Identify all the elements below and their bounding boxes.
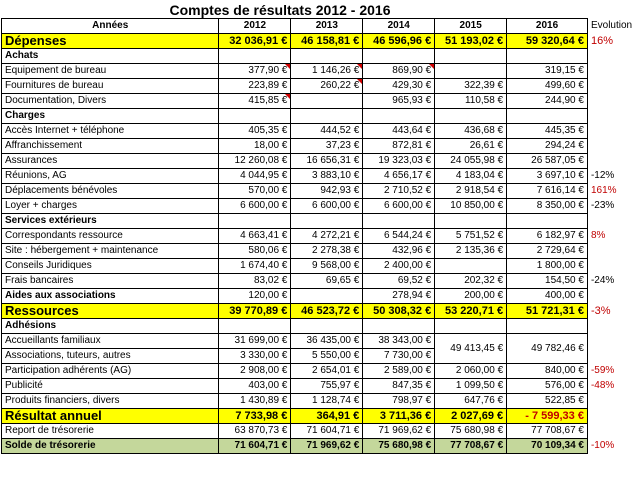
row-label[interactable]: Frais bancaires	[2, 274, 219, 289]
row-label[interactable]: Accès Internet + téléphone	[2, 124, 219, 139]
row-value[interactable]: 63 870,73 €	[219, 424, 291, 439]
ressources-2016[interactable]: 51 721,31 €	[507, 304, 588, 319]
row-value[interactable]: 2 918,54 €	[435, 184, 507, 199]
sheet-title: Comptes de résultats 2012 - 2016	[169, 2, 391, 18]
row-label[interactable]: Associations, tuteurs, autres	[2, 349, 219, 364]
row-value[interactable]: 2 908,00 €	[219, 364, 291, 379]
resultat-2012[interactable]: 7 733,98 €	[219, 409, 291, 424]
row-label[interactable]: Assurances	[2, 154, 219, 169]
row-value[interactable]: 647,76 €	[435, 394, 507, 409]
ressources-2012[interactable]: 39 770,89 €	[219, 304, 291, 319]
row-value[interactable]: 38 343,00 €	[363, 334, 435, 349]
services-section-row	[2, 214, 640, 229]
row-evolution[interactable]: -12%	[590, 170, 615, 181]
row-value[interactable]: 322,39 €	[435, 79, 507, 94]
row-value[interactable]: 19 323,03 €	[363, 154, 435, 169]
row-value[interactable]: 2 589,00 €	[363, 364, 435, 379]
row-value[interactable]: 24 055,98 €	[435, 154, 507, 169]
achats-row-2	[2, 94, 640, 109]
resultat-2015[interactable]: 2 027,69 €	[435, 409, 507, 424]
charges-row-0	[2, 124, 640, 139]
depenses-evolution[interactable]: 16%	[590, 35, 613, 47]
produits-label[interactable]: Produits financiers, divers	[2, 394, 219, 409]
row-value[interactable]: 580,06 €	[219, 244, 291, 259]
row-value[interactable]: 18,00 €	[219, 139, 291, 154]
row-value[interactable]: 7 730,00 €	[363, 349, 435, 364]
aides-row	[2, 289, 640, 304]
row-value[interactable]: 71 969,62 €	[363, 424, 435, 439]
row-value[interactable]: 69,52 €	[363, 274, 435, 289]
resultat-2013[interactable]: 364,91 €	[291, 409, 363, 424]
participation-evolution[interactable]: -59%	[590, 365, 615, 376]
publicite-evolution[interactable]: -48%	[590, 380, 615, 391]
row-value[interactable]: 120,00 €	[219, 289, 291, 304]
aides-label[interactable]: Aides aux associations	[2, 289, 219, 304]
row-label[interactable]: Affranchissement	[2, 139, 219, 154]
depenses-2013[interactable]: 46 158,81 €	[291, 34, 363, 49]
row-value[interactable]: 9 568,00 €	[291, 259, 363, 274]
row-value[interactable]: 4 656,17 €	[363, 169, 435, 184]
row-value[interactable]: 3 330,00 €	[219, 349, 291, 364]
ressources-evolution[interactable]: -3%	[590, 305, 611, 317]
header-2014[interactable]: 2014	[363, 19, 435, 34]
row-value[interactable]: 2 278,38 €	[291, 244, 363, 259]
adhesions-section-row	[2, 319, 640, 334]
row-value[interactable]: 4 272,21 €	[291, 229, 363, 244]
row-value[interactable]: 755,97 €	[291, 379, 363, 394]
row-value[interactable]: 942,93 €	[291, 184, 363, 199]
charges-row-1	[2, 139, 640, 154]
row-value[interactable]	[291, 289, 363, 304]
row-value[interactable]: 965,93 €	[363, 94, 435, 109]
row-value[interactable]: 244,90 €	[507, 94, 588, 109]
row-value[interactable]: 6 600,00 €	[291, 199, 363, 214]
produits-row	[2, 394, 640, 409]
row-label[interactable]: Fournitures de bureau	[2, 79, 219, 94]
row-value[interactable]: 1 146,26 €	[291, 64, 363, 79]
resultat-2016[interactable]: - 7 599,33 €	[507, 409, 588, 424]
solde-label[interactable]: Solde de trésorerie	[2, 439, 219, 454]
solde-evolution[interactable]: -10%	[590, 440, 615, 451]
row-value[interactable]: 429,30 €	[363, 79, 435, 94]
solde-row	[2, 439, 640, 454]
adhesions-section-label[interactable]: Adhésions	[2, 319, 219, 334]
row-value[interactable]: 1 128,74 €	[291, 394, 363, 409]
ressources-2013[interactable]: 46 523,72 €	[291, 304, 363, 319]
row-value[interactable]: 570,00 €	[219, 184, 291, 199]
header-2015[interactable]: 2015	[435, 19, 507, 34]
row-value[interactable]: 154,50 €	[507, 274, 588, 289]
ressources-2015[interactable]: 53 220,71 €	[435, 304, 507, 319]
participation-label[interactable]: Participation adhérents (AG)	[2, 364, 219, 379]
depenses-2014[interactable]: 46 596,96 €	[363, 34, 435, 49]
charges-row-3	[2, 169, 640, 184]
row-value[interactable]: 445,35 €	[507, 124, 588, 139]
row-value[interactable]: 12 260,08 €	[219, 154, 291, 169]
row-value[interactable]: 400,00 €	[507, 289, 588, 304]
achats-section-row	[2, 49, 640, 64]
row-value[interactable]: 4 663,41 €	[219, 229, 291, 244]
row-value[interactable]	[435, 259, 507, 274]
depenses-row	[2, 34, 640, 49]
row-value[interactable]: 4 183,04 €	[435, 169, 507, 184]
row-value[interactable]: 16 656,31 €	[291, 154, 363, 169]
charges-row-2	[2, 154, 640, 169]
row-value[interactable]	[291, 94, 363, 109]
resultat-row	[2, 409, 640, 424]
row-value[interactable]: 31 699,00 €	[219, 334, 291, 349]
ressources-label[interactable]: Ressources	[2, 304, 219, 319]
row-value[interactable]: 499,60 €	[507, 79, 588, 94]
adhesions-accueillants-row	[2, 334, 640, 349]
services-section-label[interactable]: Services extérieurs	[2, 214, 219, 229]
row-value[interactable]: 37,23 €	[291, 139, 363, 154]
row-value[interactable]: 6 182,97 €	[507, 229, 588, 244]
row-value[interactable]: 260,22 €	[291, 79, 363, 94]
achats-section-label[interactable]: Achats	[2, 49, 219, 64]
row-value[interactable]: 576,00 €	[507, 379, 588, 394]
achats-row-0	[2, 64, 640, 79]
row-label[interactable]: Documentation, Divers	[2, 94, 219, 109]
row-label[interactable]: Conseils Juridiques	[2, 259, 219, 274]
row-value[interactable]: 1 674,40 €	[219, 259, 291, 274]
row-value[interactable]: 377,90 €	[219, 64, 291, 79]
charges-section-row	[2, 109, 640, 124]
solde-2014[interactable]: 75 680,98 €	[363, 439, 435, 454]
adhesions-merged-2015[interactable]: 49 413,45 €	[435, 334, 507, 364]
row-value[interactable]: 405,35 €	[219, 124, 291, 139]
ressources-row	[2, 304, 640, 319]
header-2016[interactable]: 2016	[507, 19, 588, 34]
row-value[interactable]: 5 751,52 €	[435, 229, 507, 244]
row-value[interactable]: 847,35 €	[363, 379, 435, 394]
row-evolution[interactable]	[587, 244, 639, 259]
row-evolution[interactable]	[587, 259, 639, 274]
row-value[interactable]: 1 099,50 €	[435, 379, 507, 394]
row-value[interactable]: 1 430,89 €	[219, 394, 291, 409]
row-value[interactable]: 436,68 €	[435, 124, 507, 139]
depenses-label[interactable]: Dépenses	[2, 34, 219, 49]
solde-2013[interactable]: 71 969,62 €	[291, 439, 363, 454]
row-value[interactable]: 294,24 €	[507, 139, 588, 154]
results-table	[1, 18, 640, 454]
publicite-row	[2, 379, 640, 394]
depenses-2012[interactable]: 32 036,91 €	[219, 34, 291, 49]
row-value[interactable]: 202,32 €	[435, 274, 507, 289]
row-value[interactable]: 2 654,01 €	[291, 364, 363, 379]
row-value[interactable]: 36 435,00 €	[291, 334, 363, 349]
row-label[interactable]: Réunions, AG	[2, 169, 219, 184]
row-evolution[interactable]: -23%	[590, 200, 615, 211]
charges-row-5	[2, 199, 640, 214]
row-value[interactable]: 1 800,00 €	[507, 259, 588, 274]
row-value[interactable]: 71 604,71 €	[291, 424, 363, 439]
report-label[interactable]: Report de trésorerie	[2, 424, 219, 439]
row-evolution[interactable]	[587, 139, 639, 154]
participation-row	[2, 364, 640, 379]
row-label[interactable]: Accueillants familiaux	[2, 334, 219, 349]
row-value[interactable]: 8 350,00 €	[507, 199, 588, 214]
row-value[interactable]: 6 600,00 €	[363, 199, 435, 214]
header-2013[interactable]: 2013	[291, 19, 363, 34]
row-value[interactable]: 7 616,14 €	[507, 184, 588, 199]
row-value[interactable]: 26,61 €	[435, 139, 507, 154]
row-label[interactable]: Loyer + charges	[2, 199, 219, 214]
row-value[interactable]: 443,64 €	[363, 124, 435, 139]
services-row-2	[2, 259, 640, 274]
solde-2016[interactable]: 70 109,34 €	[507, 439, 588, 454]
row-value[interactable]: 872,81 €	[363, 139, 435, 154]
row-label[interactable]: Correspondants ressource	[2, 229, 219, 244]
row-value[interactable]: 2 400,00 €	[363, 259, 435, 274]
resultat-label[interactable]: Résultat annuel	[2, 409, 219, 424]
row-evolution[interactable]: 8%	[590, 230, 606, 241]
header-2012[interactable]: 2012	[219, 19, 291, 34]
row-value[interactable]: 223,89 €	[219, 79, 291, 94]
ressources-2014[interactable]: 50 308,32 €	[363, 304, 435, 319]
row-value[interactable]: 77 708,67 €	[507, 424, 588, 439]
charges-row-4	[2, 184, 640, 199]
row-value[interactable]: 110,58 €	[435, 94, 507, 109]
row-label[interactable]: Déplacements bénévoles	[2, 184, 219, 199]
row-value[interactable]: 444,52 €	[291, 124, 363, 139]
row-value[interactable]: 83,02 €	[219, 274, 291, 289]
report-row	[2, 424, 640, 439]
row-value[interactable]: 840,00 €	[507, 364, 588, 379]
publicite-label[interactable]: Publicité	[2, 379, 219, 394]
depenses-2015[interactable]: 51 193,02 €	[435, 34, 507, 49]
row-value[interactable]: 2 060,00 €	[435, 364, 507, 379]
row-value[interactable]	[435, 64, 507, 79]
row-value[interactable]: 869,90 €	[363, 64, 435, 79]
row-value[interactable]: 4 044,95 €	[219, 169, 291, 184]
charges-section-label[interactable]: Charges	[2, 109, 219, 124]
row-value[interactable]: 798,97 €	[363, 394, 435, 409]
depenses-2016[interactable]: 59 320,64 €	[507, 34, 588, 49]
solde-2012[interactable]: 71 604,71 €	[219, 439, 291, 454]
row-value[interactable]: 432,96 €	[363, 244, 435, 259]
row-evolution[interactable]: -24%	[590, 275, 615, 286]
services-row-0	[2, 229, 640, 244]
row-value[interactable]: 26 587,05 €	[507, 154, 588, 169]
row-value[interactable]: 319,15 €	[507, 64, 588, 79]
row-value[interactable]: 200,00 €	[435, 289, 507, 304]
adhesions-merged-2016[interactable]: 49 782,46 €	[507, 334, 588, 364]
row-label[interactable]: Site : hébergement + maintenance	[2, 244, 219, 259]
achats-row-1	[2, 79, 640, 94]
row-value[interactable]: 2 729,64 €	[507, 244, 588, 259]
row-value[interactable]: 3 697,10 €	[507, 169, 588, 184]
row-value[interactable]: 69,65 €	[291, 274, 363, 289]
row-evolution[interactable]	[587, 154, 639, 169]
row-value[interactable]: 5 550,00 €	[291, 349, 363, 364]
row-label[interactable]: Equipement de bureau	[2, 64, 219, 79]
header-row	[2, 19, 640, 34]
services-row-1	[2, 244, 640, 259]
row-value[interactable]: 6 544,24 €	[363, 229, 435, 244]
row-evolution[interactable]	[587, 124, 639, 139]
row-value[interactable]: 2 710,52 €	[363, 184, 435, 199]
solde-2015[interactable]: 77 708,67 €	[435, 439, 507, 454]
row-value[interactable]: 522,85 €	[507, 394, 588, 409]
row-value[interactable]: 415,85 €	[219, 94, 291, 109]
row-value[interactable]: 6 600,00 €	[219, 199, 291, 214]
row-value[interactable]: 2 135,36 €	[435, 244, 507, 259]
row-evolution[interactable]: 161%	[590, 185, 617, 196]
row-value[interactable]: 10 850,00 €	[435, 199, 507, 214]
row-value[interactable]: 403,00 €	[219, 379, 291, 394]
row-value[interactable]: 3 883,10 €	[291, 169, 363, 184]
resultat-2014[interactable]: 3 711,36 €	[363, 409, 435, 424]
row-value[interactable]: 278,94 €	[363, 289, 435, 304]
row-value[interactable]: 75 680,98 €	[435, 424, 507, 439]
header-label[interactable]: Années	[2, 19, 219, 34]
header-evolution[interactable]: Evolution	[590, 20, 633, 31]
services-row-3	[2, 274, 640, 289]
